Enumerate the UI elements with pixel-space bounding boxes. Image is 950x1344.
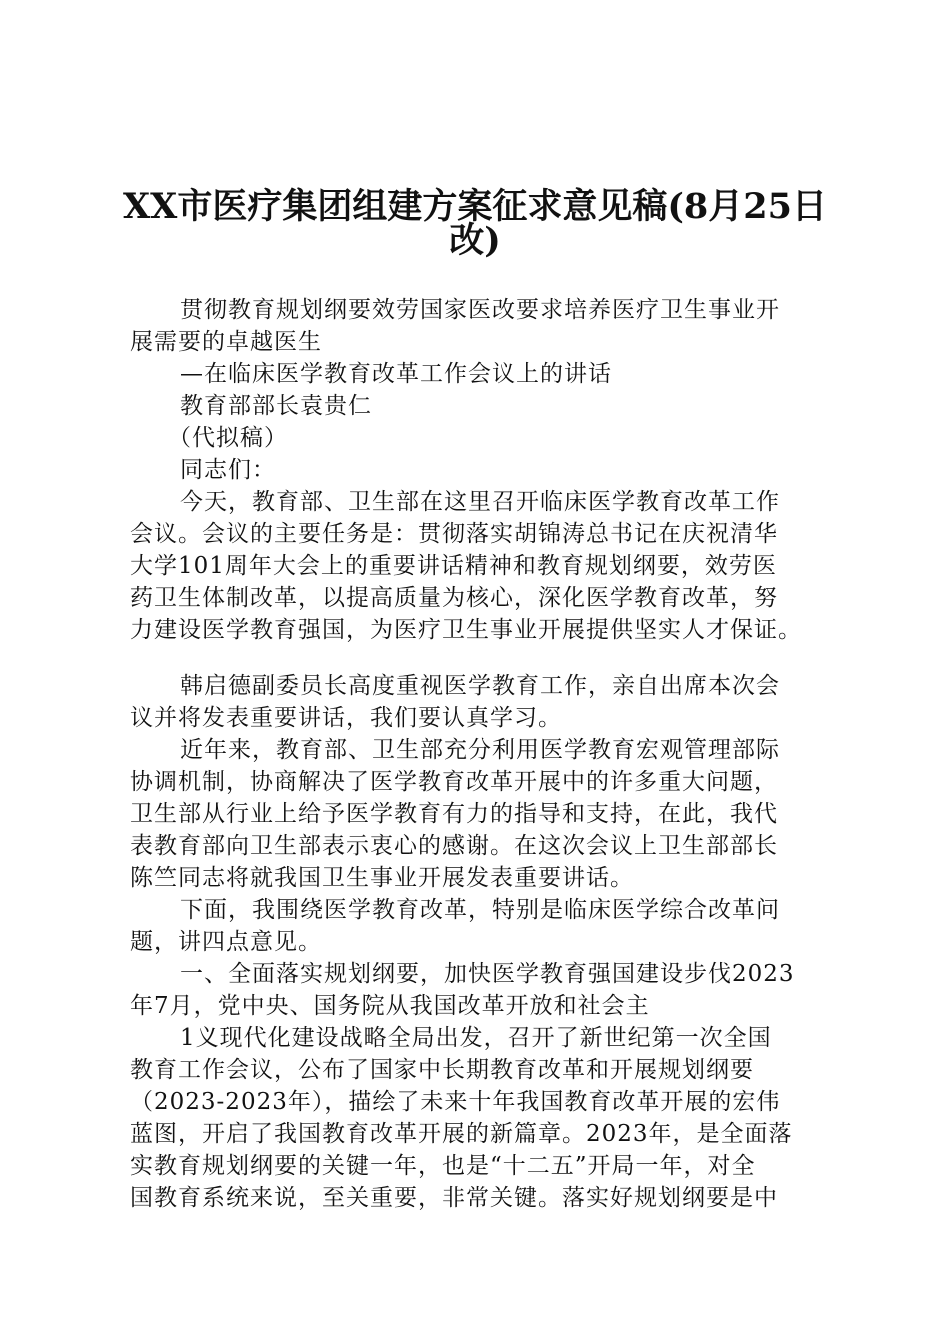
paragraph-line: 药卫生体制改革，以提高质量为核心，深化医学教育改革，努 (130, 585, 778, 611)
paragraph-line: 力建设医学教育强国，为医疗卫生事业开展提供坚实人才保证。 (130, 617, 802, 643)
paragraph-line: 1义现代化建设战略全局出发，召开了新世纪第一次全国 (180, 1025, 772, 1051)
paragraph-line: 今天，教育部、卫生部在这里召开临床医学教育改革工作 (180, 489, 780, 515)
paragraph-line: 下面，我围绕医学教育改革，特别是临床医学综合改革问 (180, 897, 780, 923)
paragraph-line: 近年来，教育部、卫生部充分利用医学教育宏观管理部际 (180, 737, 780, 763)
paragraph-line: 表教育部向卫生部表示衷心的感谢。在这次会议上卫生部部长 (130, 833, 778, 859)
document-title-line-2: 改) (449, 220, 501, 261)
speaker-line: 教育部部长袁贵仁 (180, 393, 372, 419)
paragraph-line: 展需要的卓越医生 (130, 329, 322, 355)
section-heading-line: 一、全面落实规划纲要，加快医学教育强国建设步伐2023 (180, 961, 795, 987)
paragraph-line: 蓝图，开启了我国教育改革开展的新篇章。2023年，是全面落 (130, 1121, 793, 1147)
paragraph-line: 韩启德副委员长高度重视医学教育工作，亲自出席本次会 (180, 673, 780, 699)
document-title-line-1: XX市医疗集团组建方案征求意见稿(8月25日 (123, 186, 827, 227)
paragraph-line: 教育工作会议，公布了国家中长期教育改革和开展规划纲要 (130, 1057, 754, 1083)
paragraph-line: 议并将发表重要讲话，我们要认真学习。 (130, 705, 562, 731)
paragraph-line: 国教育系统来说，至关重要，非常关键。落实好规划纲要是中 (130, 1185, 778, 1211)
draft-note: （代拟稿） (168, 425, 288, 451)
paragraph-line: 年7月，党中央、国务院从我国改革开放和社会主 (130, 993, 650, 1019)
paragraph-line: 陈竺同志将就我国卫生事业开展发表重要讲话。 (130, 865, 634, 891)
paragraph-line: 协调机制，协商解决了医学教育改革开展中的许多重大问题， (130, 769, 778, 795)
paragraph-line: 大学101周年大会上的重要讲话精神和教育规划纲要，效劳医 (130, 553, 777, 579)
paragraph-line: 题，讲四点意见。 (130, 929, 322, 955)
paragraph-line: 实教育规划纲要的关键一年，也是“十二五”开局一年，对全 (130, 1153, 756, 1179)
paragraph-line: （2023-2023年），描绘了未来十年我国教育改革开展的宏伟 (130, 1089, 781, 1115)
paragraph-line: 会议。会议的主要任务是：贯彻落实胡锦涛总书记在庆祝清华 (130, 521, 778, 547)
speech-subtitle: —在临床医学教育改革工作会议上的讲话 (180, 361, 612, 387)
salutation: 同志们： (180, 457, 276, 483)
paragraph-line: 贯彻教育规划纲要效劳国家医改要求培养医疗卫生事业开 (180, 297, 780, 323)
paragraph-line: 卫生部从行业上给予医学教育有力的指导和支持，在此，我代 (130, 801, 778, 827)
